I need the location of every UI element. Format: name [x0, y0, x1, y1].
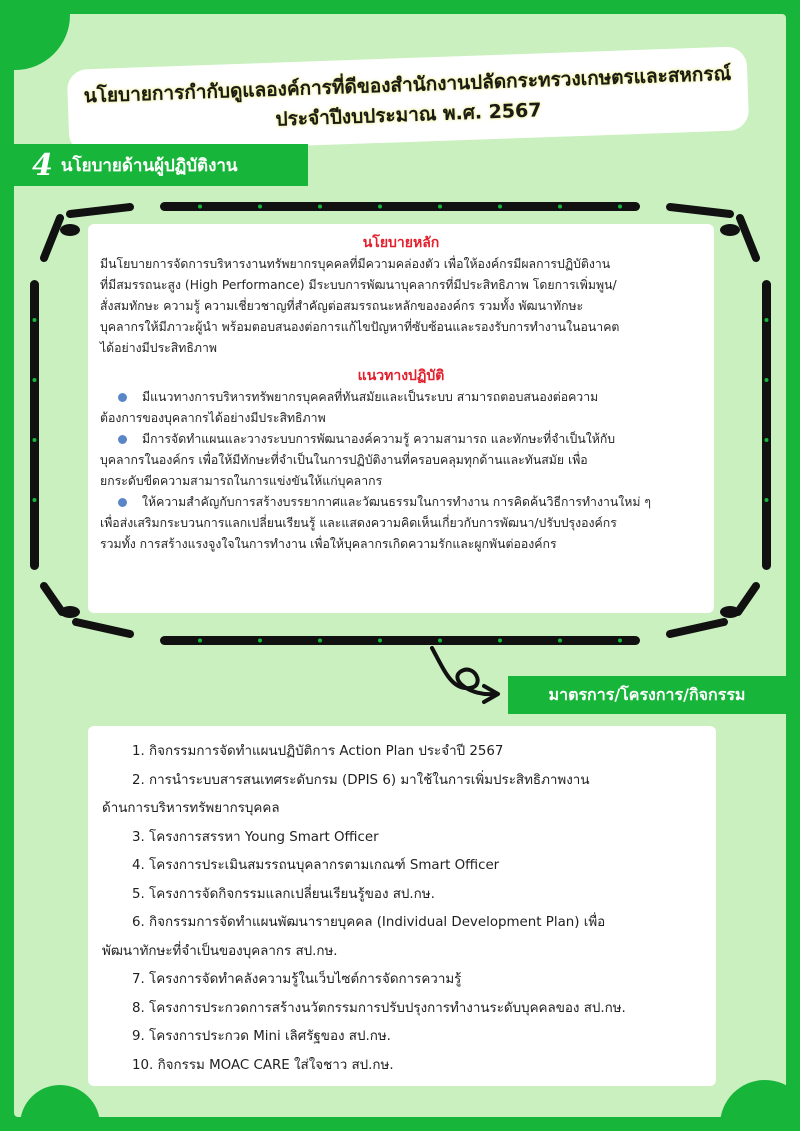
measure-item: 9. โครงการประกวด Mini เลิศรัฐของ สป.กษ.	[132, 1029, 391, 1044]
main-policy-line: ที่มีสมรรถนะสูง (High Performance) มีระบบการพัฒนาบุคลากรที่มีประสิทธิภาพ โดยการเพิ่มพูน/	[100, 278, 617, 292]
measure-item: 2. การนำระบบสารสนเทศระดับกรม (DPIS 6) มาใช้ในการเพิ่มประสิทธิภาพงาน ด้านการบริหารทรัพยากรบุคคล	[102, 772, 590, 816]
guideline-item	[100, 492, 702, 555]
main-policy-line: มีนโยบายการจัดการบริหารงานทรัพยากรบุคคลที่มีความคล่องตัว เพื่อให้องค์กรมีผลการปฏิบัติงาน	[100, 257, 611, 271]
title-line-2: ประจำปีงบประมาณ พ.ศ. 2567	[275, 99, 542, 131]
title-line-1: นโยบายการกำกับดูแลองค์การที่ดีของสำนักงานปลัดกระทรวงเกษตรและสหกรณ์	[83, 62, 732, 108]
measure-item: 10. กิจกรรม MOAC CARE ใส่ใจชาว สป.กษ.	[132, 1057, 394, 1073]
measure-item: 3. โครงการสรรหา Young Smart Officer	[132, 829, 379, 845]
guideline-line: ยกระดับขีดความสามารถในการแข่งขันให้แก่บุคลากร	[100, 474, 383, 488]
bullet-icon	[118, 498, 127, 507]
measures-list	[88, 726, 716, 1086]
measure-item: 8. โครงการประกวดการสร้างนวัตกรรมการปรับปรุงการทำงานระดับบุคคลของ สป.กษ.	[132, 1000, 626, 1016]
main-policy-line: บุคลากรให้มีภาวะผู้นำ พร้อมตอบสนองต่อการแก้ไขปัญหาที่ซับซ้อนและรองรับการทำงานในอนาคต	[100, 320, 620, 334]
main-policy-body	[100, 254, 702, 359]
measures-tag: มาตรการ/โครงการ/กิจกรรม	[508, 676, 786, 714]
guideline-line: เพื่อส่งเสริมกระบวนการแลกเปลี่ยนเรียนรู้ และแสดงความคิดเห็นเกี่ยวกับการพัฒนา/ปรับปรุงองค์กร	[100, 516, 617, 530]
guideline-line: ให้ความสำคัญกับการสร้างบรรยากาศและวัฒนธรรมในการทำงาน การคิดค้นวิธีการทำงานใหม่ ๆ	[142, 495, 651, 509]
main-policy-heading: นโยบายหลัก	[362, 235, 440, 251]
policy-card	[88, 224, 714, 613]
guideline-line: มีการจัดทำแผนและวางระบบการพัฒนาองค์ความรู้ ความสามารถ และทักษะที่จำเป็นให้กับ	[142, 432, 616, 446]
section-label: นโยบายด้านผู้ปฏิบัติงาน	[60, 155, 238, 176]
measure-item: 7. โครงการจัดทำคลังความรู้ในเว็บไซต์การจัดการความรู้	[132, 972, 462, 987]
guidelines-heading: แนวทางปฏิบัติ	[357, 368, 445, 384]
section-number: 4	[32, 147, 53, 183]
guideline-line: ต้องการของบุคลากรได้อย่างมีประสิทธิภาพ	[100, 411, 326, 425]
guideline-item	[100, 387, 702, 429]
measure-item: 1. กิจกรรมการจัดทำแผนปฏิบัติการ Action Plan ประจำปี 2567	[132, 744, 504, 759]
section-tag	[14, 144, 308, 186]
measure-item: 4. โครงการประเมินสมรรถนบุคลากรตามเกณฑ์ Smart Officer	[132, 858, 500, 873]
guideline-item	[100, 429, 702, 492]
measure-item: 6. กิจกรรมการจัดทำแผนพัฒนารายบุคคล (Individual Development Plan) เพื่อ พัฒนาทักษะที่จำเป็นของบุคลากร สป.กษ.	[102, 915, 606, 959]
guideline-line: รวมทั้ง การสร้างแรงจูงใจในการทำงาน เพื่อให้บุคลากรเกิดความรักและผูกพันต่อองค์กร	[100, 537, 557, 551]
guideline-line: มีแนวทางการบริหารทรัพยากรบุคคลที่ทันสมัยและเป็นระบบ สามารถตอบสนองต่อความ	[142, 390, 599, 404]
main-policy-line: ได้อย่างมีประสิทธิภาพ	[100, 341, 218, 355]
main-policy-line: สั่งสมทักษะ ความรู้ ความเชี่ยวชาญที่สำคัญต่อสมรรถนะหลักขององค์กร รวมทั้ง พัฒนาทักษะ	[100, 299, 584, 313]
bullet-icon	[118, 435, 127, 444]
guideline-line: บุคลากรในองค์กร เพื่อให้มีทักษะที่จำเป็นในการปฏิบัติงานที่ครอบคลุมทุกด้านและทันสมัย เพื่อ	[100, 453, 588, 467]
measure-item: 5. โครงการจัดกิจกรรมแลกเปลี่ยนเรียนรู้ของ สป.กษ.	[132, 886, 435, 902]
bullet-icon	[118, 393, 127, 402]
